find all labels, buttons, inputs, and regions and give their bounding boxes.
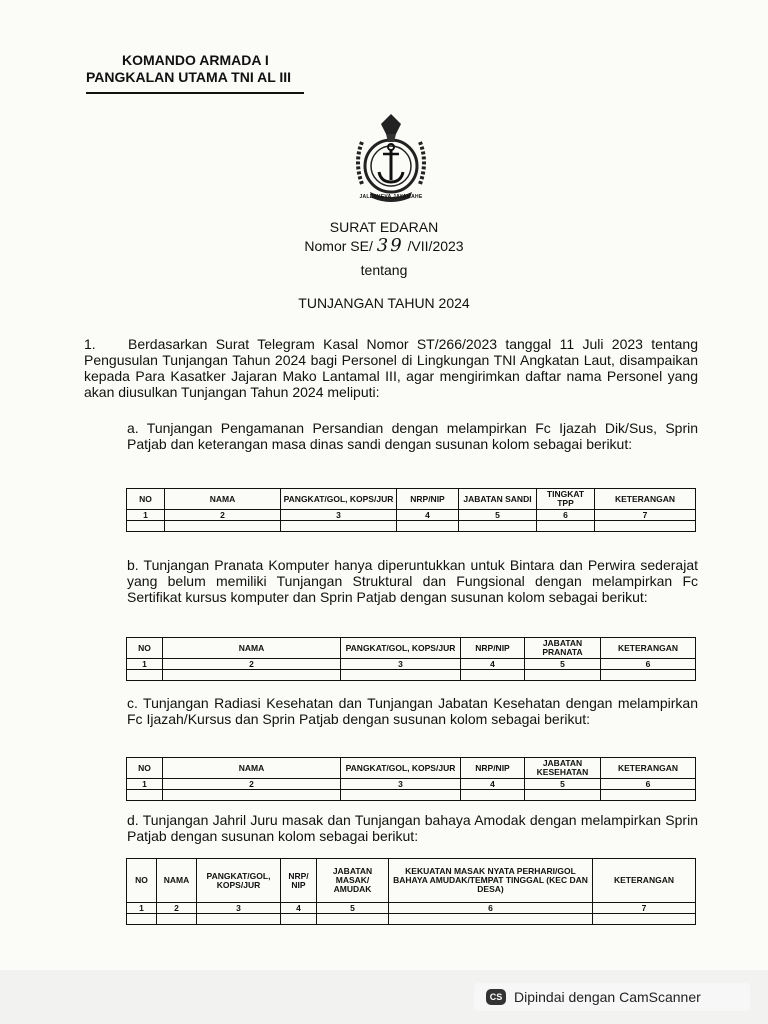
table-header: NO bbox=[127, 638, 163, 659]
table-col-number: 3 bbox=[281, 510, 397, 521]
table-header: PANGKAT/GOL, KOPS/JUR bbox=[341, 758, 461, 779]
table-header: KETERANGAN bbox=[601, 638, 696, 659]
table-header: PANGKAT/GOL, KOPS/JUR bbox=[197, 859, 281, 903]
section-d-text: d. Tunjangan Jahril Juru masak dan Tunjangan bahaya Amodak dengan melampirkan Sprin Patjab dengan susunan kolom sebagai berikut: bbox=[127, 812, 698, 844]
table-header: KETERANGAN bbox=[593, 859, 696, 903]
table-col-number: 1 bbox=[127, 903, 157, 914]
subject: TUNJANGAN TAHUN 2024 bbox=[298, 295, 470, 311]
section-c-text: c. Tunjangan Radiasi Kesehatan dan Tunjangan Jabatan Kesehatan dengan melampirkan Fc Ijazah/Kursus dan Sprin Patjab dengan susunan kolom sebagai berikut: bbox=[127, 695, 698, 727]
nomor-prefix: Nomor SE/ bbox=[304, 238, 373, 254]
table-col-number: 2 bbox=[163, 779, 341, 790]
section-a-text: a. Tunjangan Pengamanan Persandian dengan melampirkan Fc Ijazah Dik/Sus, Sprin Patjab dan keterangan masa dinas sandi dengan susunan kolom sebagai berikut: bbox=[127, 420, 698, 452]
section-b-text: b. Tunjangan Pranata Komputer hanya diperuntukkan untuk Bintara dan Perwira sederajat yang belum memiliki Tunjangan Struktural dan Fungsional dengan melampirkan Fc Sertifikat kursus komputer dan Sprin Patjab dengan susunan kolom sebagai berikut: bbox=[127, 557, 698, 605]
table-col-number: 2 bbox=[157, 903, 197, 914]
table-header: NAMA bbox=[157, 859, 197, 903]
table-empty-row bbox=[127, 790, 696, 801]
table-col-number: 5 bbox=[317, 903, 389, 914]
table-col-number: 1 bbox=[127, 659, 163, 670]
camscanner-logo-icon: CS bbox=[486, 989, 506, 1005]
table-header: JABATAN PRANATA bbox=[525, 638, 601, 659]
table-header: PANGKAT/GOL, KOPS/JUR bbox=[341, 638, 461, 659]
table-col-number: 3 bbox=[341, 779, 461, 790]
letterhead-underline bbox=[86, 92, 304, 94]
table-col-number: 7 bbox=[593, 903, 696, 914]
table-col-number: 4 bbox=[461, 659, 525, 670]
table-empty-row bbox=[127, 521, 696, 532]
section-a-table bbox=[126, 488, 696, 532]
table-header: TINGKAT TPP bbox=[537, 489, 595, 510]
table-col-number: 5 bbox=[459, 510, 537, 521]
nomor-number: 39 bbox=[376, 235, 404, 256]
table-col-number: 1 bbox=[127, 779, 163, 790]
table-header: KEKUATAN MASAK NYATA PERHARI/GOL BAHAYA AMUDAK/TEMPAT TINGGAL (KEC DAN DESA) bbox=[389, 859, 593, 903]
table-col-number: 6 bbox=[601, 779, 696, 790]
table-col-number: 2 bbox=[163, 659, 341, 670]
table-empty-row bbox=[127, 670, 696, 681]
table-empty-row bbox=[127, 914, 696, 925]
doc-type: SURAT EDARAN bbox=[329, 219, 439, 235]
tentang: tentang bbox=[360, 262, 408, 278]
table-col-number: 5 bbox=[525, 779, 601, 790]
table-header: KETERANGAN bbox=[595, 489, 696, 510]
table-col-number: 4 bbox=[461, 779, 525, 790]
table-header: KETERANGAN bbox=[601, 758, 696, 779]
table-header: JABATAN SANDI bbox=[459, 489, 537, 510]
letterhead-line2: PANGKALAN UTAMA TNI AL III bbox=[86, 69, 292, 85]
table-header: JABATAN MASAK/ AMUDAK bbox=[317, 859, 389, 903]
table-header: JABATAN KESEHATAN bbox=[525, 758, 601, 779]
camscanner-text: Dipindai dengan CamScanner bbox=[514, 989, 701, 1005]
table-col-number: 2 bbox=[165, 510, 281, 521]
section-c-table bbox=[126, 757, 696, 801]
paragraph-1-number: 1. bbox=[84, 336, 96, 352]
table-header: NAMA bbox=[163, 638, 341, 659]
nomor-suffix: /VII/2023 bbox=[407, 238, 464, 254]
table-header: NRP/ NIP bbox=[281, 859, 317, 903]
navy-anchor-emblem-icon bbox=[348, 112, 434, 204]
paragraph-1 bbox=[84, 336, 698, 400]
letterhead-line1: KOMANDO ARMADA I bbox=[122, 52, 269, 68]
table-col-number: 3 bbox=[197, 903, 281, 914]
emblem-motto: JALESVEVA JAYAMAHE bbox=[359, 194, 423, 200]
paragraph-1-text: Berdasarkan Surat Telegram Kasal Nomor ST/266/2023 tanggal 11 Juli 2023 tentang Pengusulan Tunjangan Tahun 2024 bagi Personel di Lingkungan TNI Angkatan Laut, disampaikan kepada Para Kasatker Jajaran Mako Lantamal III, agar mengirimkan daftar nama Personel yang akan diusulkan Tunjangan Tahun 2024 meliputi: bbox=[84, 336, 698, 400]
letterhead bbox=[86, 52, 291, 86]
table-header: PANGKAT/GOL, KOPS/JUR bbox=[281, 489, 397, 510]
table-col-number: 4 bbox=[397, 510, 459, 521]
table-header: NRP/NIP bbox=[461, 758, 525, 779]
table-col-number: 7 bbox=[595, 510, 696, 521]
table-col-number: 6 bbox=[537, 510, 595, 521]
section-d-table bbox=[126, 858, 696, 925]
table-col-number: 4 bbox=[281, 903, 317, 914]
table-col-number: 6 bbox=[601, 659, 696, 670]
table-header: NO bbox=[127, 758, 163, 779]
section-b-table bbox=[126, 637, 696, 681]
table-col-number: 1 bbox=[127, 510, 165, 521]
table-col-number: 3 bbox=[341, 659, 461, 670]
camscanner-watermark bbox=[474, 983, 750, 1011]
nomor-line bbox=[0, 235, 768, 256]
table-col-number: 6 bbox=[389, 903, 593, 914]
table-header: NRP/NIP bbox=[397, 489, 459, 510]
table-header: NO bbox=[127, 489, 165, 510]
table-col-number: 5 bbox=[525, 659, 601, 670]
table-header: NAMA bbox=[163, 758, 341, 779]
table-header: NRP/NIP bbox=[461, 638, 525, 659]
table-header: NO bbox=[127, 859, 157, 903]
table-header: NAMA bbox=[165, 489, 281, 510]
